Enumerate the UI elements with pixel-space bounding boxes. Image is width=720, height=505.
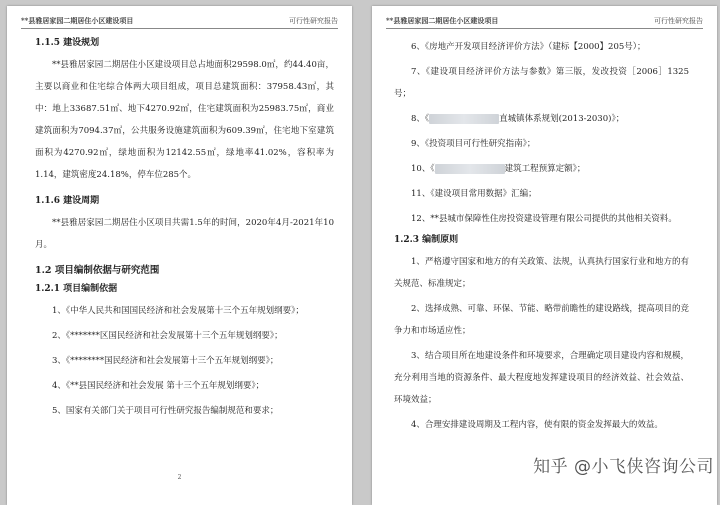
- page-header: [386, 12, 703, 29]
- principle-item: 1、严格遵守国家和地方的有关政策、法规，认真执行国家行业和地方的有关规范、标准规定；: [394, 257, 689, 289]
- page-content: [394, 36, 689, 439]
- principle-item: 4、合理安排建设周期及工程内容，使有限的资金发挥最大的效益。: [411, 420, 663, 430]
- section-heading-1-2-3: 1.2.3 编制原则: [394, 235, 459, 245]
- list-item: 12、**县城市保障性住房投资建设管理有限公司提供的其他相关资料。: [411, 214, 677, 224]
- list-item: 9、《投资项目可行性研究指南》；: [411, 139, 536, 149]
- list-item: 5、国家有关部门关于项目可行性研究报告编制规范和要求；: [52, 406, 279, 416]
- paragraph-construction-period: **县雅居家园二期居住小区项目共需1.5年的时间，2020年4月-2021年10月。: [35, 218, 334, 250]
- page-header: [21, 12, 338, 29]
- list-item-suffix: 直城镇体系规划(2013-2030)》；: [499, 114, 625, 124]
- principle-item: 3、结合项目所在地建设条件和环境要求，合理确定项目建设内容和规模，充分利用当地的资源条件、最大程度地发挥建设项目的经济效益、社会效益、环境效益；: [394, 351, 689, 405]
- section-heading-1-2: 1.2 项目编制依据与研究范围: [35, 265, 160, 276]
- section-heading-1-1-6: 1.1.6 建设周期: [35, 196, 100, 206]
- header-report-type: 可行性研究报告: [289, 17, 338, 25]
- list-item: [394, 108, 689, 130]
- list-item-suffix: 建筑工程预算定额》；: [504, 164, 586, 174]
- principle-item: 2、选择成熟、可靠、环保、节能、略带前瞻性的建设路线，提高项目的竞争力和市场适应性；: [394, 304, 689, 336]
- list-item: 2、《*******区国民经济和社会发展第十三个五年规划纲要》；: [52, 331, 283, 341]
- list-item-prefix: 8、《: [411, 114, 430, 124]
- list-item: [394, 158, 689, 180]
- header-report-type: 可行性研究报告: [654, 17, 703, 25]
- watermark: 知乎 @小飞侠咨询公司: [533, 457, 714, 477]
- paragraph-construction-plan: **县雅居家园二期居住小区建设项目总占地面积29598.0㎡，约44.40亩，主要以商业和住宅综合体两大项目组成，项目总建筑面积：37958.43㎡，其中：地上33687.51㎡、地下4270.92㎡，住宅建筑面积为25983.75㎡，商业建筑面积为7094.37㎡，公共服务设施建筑面积为609.39㎡，住宅地下室建筑面积为4270.92㎡，绿地面积为12142.55㎡，绿地率41.02%，容积率为1.14，建筑密度24.18%，停车位285个。: [35, 60, 334, 180]
- list-item: 6、《房地产开发项目经济评价方法》（建标【2000】205号）；: [411, 42, 646, 52]
- section-heading-1-1-5: 1.1.5 建设规划: [35, 38, 100, 48]
- list-item: 7、《建设项目经济评价方法与参数》第三版，发改投资［2006］1325号；: [394, 67, 689, 99]
- document-page-left: [7, 6, 352, 505]
- header-project-title: **县雅居家园二期居住小区建设项目: [21, 16, 134, 25]
- page-content: [35, 36, 334, 425]
- redaction-blur: [435, 164, 505, 174]
- page-number: 2: [177, 474, 182, 481]
- redaction-blur: [429, 114, 499, 124]
- list-item-prefix: 10、《: [411, 164, 435, 174]
- list-item: 11、《建设项目常用数据》汇编；: [411, 189, 537, 199]
- list-item: 3、《********国民经济和社会发展第十三个五年规划纲要》；: [52, 356, 279, 366]
- document-page-right: [372, 6, 717, 505]
- list-item: 4、《**县国民经济和社会发展 第十三个五年规划纲要》；: [52, 381, 265, 391]
- section-heading-1-2-1: 1.2.1 项目编制依据: [35, 284, 118, 294]
- list-item: 1、《中华人民共和国国民经济和社会发展第十三个五年规划纲要》；: [52, 306, 304, 316]
- header-project-title: **县雅居家园二期居住小区建设项目: [386, 16, 499, 25]
